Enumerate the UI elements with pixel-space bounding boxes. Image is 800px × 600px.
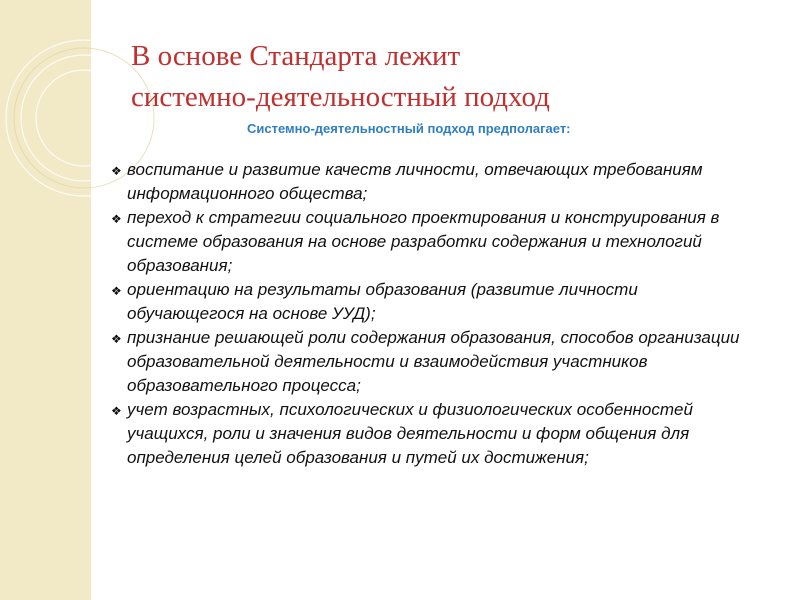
list-item bbox=[111, 278, 751, 326]
diamond-bullet-icon: ❖ bbox=[111, 332, 122, 346]
title-line-1: В основе Стандарта лежит bbox=[131, 40, 461, 72]
list-item-text: ориентацию на результаты образования (развитие личности обучающегося на основе УУД); bbox=[127, 280, 638, 323]
list-item bbox=[111, 398, 751, 470]
diamond-bullet-icon: ❖ bbox=[111, 284, 122, 298]
list-item-text: переход к стратегии социального проектирования и конструирования в системе образования на основе разработки содержания и технологий образования; bbox=[127, 208, 720, 275]
list-item bbox=[111, 206, 751, 278]
title-line-2: системно-деятельностный подход bbox=[131, 81, 550, 113]
diamond-bullet-icon: ❖ bbox=[111, 404, 122, 418]
diamond-bullet-icon: ❖ bbox=[111, 164, 122, 178]
slide-subtitle: Системно-деятельностный подход предполагает: bbox=[247, 121, 571, 136]
slide-title bbox=[131, 36, 691, 118]
list-item-text: учет возрастных, психологических и физиологических особенностей учащихся, роли и значения видов деятельности и форм общения для определения целей образования и путей их достижения; bbox=[127, 400, 693, 467]
diamond-bullet-icon: ❖ bbox=[111, 212, 122, 226]
list-item bbox=[111, 158, 751, 206]
list-item-text: воспитание и развитие качеств личности, отвечающих требованиям информационного общества; bbox=[127, 160, 703, 203]
list-item bbox=[111, 326, 751, 398]
bullet-list bbox=[111, 158, 751, 470]
side-band bbox=[0, 0, 91, 600]
list-item-text: признание решающей роли содержания образования, способов организации образовательной деятельности и взаимодействия участников образовательного процесса; bbox=[127, 328, 740, 395]
